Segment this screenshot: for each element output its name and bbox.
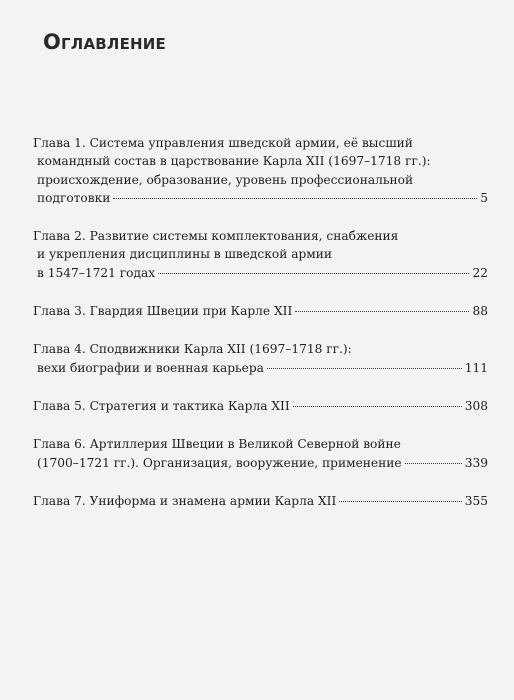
toc-entry-chapter-4[interactable] [33, 340, 488, 377]
page-number: 5 [480, 190, 488, 205]
toc-entry-chapter-5[interactable] [33, 397, 488, 415]
toc-entry-line: Глава 1. Система управления шведской армии, её высший [33, 136, 413, 150]
toc-entry-text: в 1547–1721 годах [37, 265, 156, 280]
page-number: 111 [464, 360, 488, 375]
dot-leader [158, 273, 469, 274]
toc-entry-line: происхождение, образование, уровень профессиональной [37, 172, 414, 187]
page-number: 22 [472, 265, 488, 280]
toc-entry-line: и укрепления дисциплины в шведской армии [37, 247, 332, 262]
dot-leader [293, 406, 462, 407]
toc-entry-text: вехи биографии и военная карьера [37, 360, 264, 375]
toc-entry-last-line [33, 302, 488, 320]
toc-entry-text: (1700–1721 гг.). Организация, вооружение, применение [37, 455, 402, 470]
dot-leader [267, 368, 462, 369]
page-number: 355 [464, 493, 488, 508]
toc-entry-line: Глава 2. Развитие системы комплектования, снабжения [33, 229, 399, 244]
toc-entry-last-line [33, 454, 488, 472]
toc-entry-text: Глава 7. Униформа и знамена армии Карла XII [33, 493, 337, 508]
toc-entry-text: Глава 5. Стратегия и тактика Карла XII [33, 398, 290, 413]
dot-leader [113, 198, 477, 199]
toc-entry-line: Глава 4. Сподвижники Карла XII (1697–1718 гг.): [33, 342, 352, 357]
toc-entry-last-line [33, 492, 488, 510]
toc-entry-chapter-2[interactable] [33, 227, 488, 282]
toc-entry-chapter-6[interactable] [33, 435, 488, 472]
toc-entry-text: Глава 3. Гвардия Швеции при Карле XII [33, 304, 293, 319]
page-number: 88 [472, 304, 488, 319]
table-of-contents [33, 134, 488, 530]
toc-entry-last-line [33, 189, 488, 207]
page-number: 308 [464, 398, 488, 413]
toc-entry-line: Глава 6. Артиллерия Швеции в Великой Северной войне [33, 437, 401, 452]
toc-entry-last-line [33, 397, 488, 415]
toc-entry-chapter-3[interactable] [33, 302, 488, 320]
toc-entry-text: подготовки [37, 190, 111, 205]
dot-leader [405, 463, 462, 464]
page-number: 339 [464, 455, 488, 470]
toc-entry-last-line [33, 359, 488, 377]
dot-leader [295, 311, 469, 312]
toc-entry-chapter-7[interactable] [33, 492, 488, 510]
toc-entry-last-line [33, 264, 488, 282]
toc-heading: Оглавление [43, 30, 166, 54]
toc-entry-line: командный состав в царствование Карла XII (1697–1718 гг.): [37, 154, 431, 169]
dot-leader [339, 501, 461, 502]
toc-entry-chapter-1[interactable] [33, 134, 488, 207]
